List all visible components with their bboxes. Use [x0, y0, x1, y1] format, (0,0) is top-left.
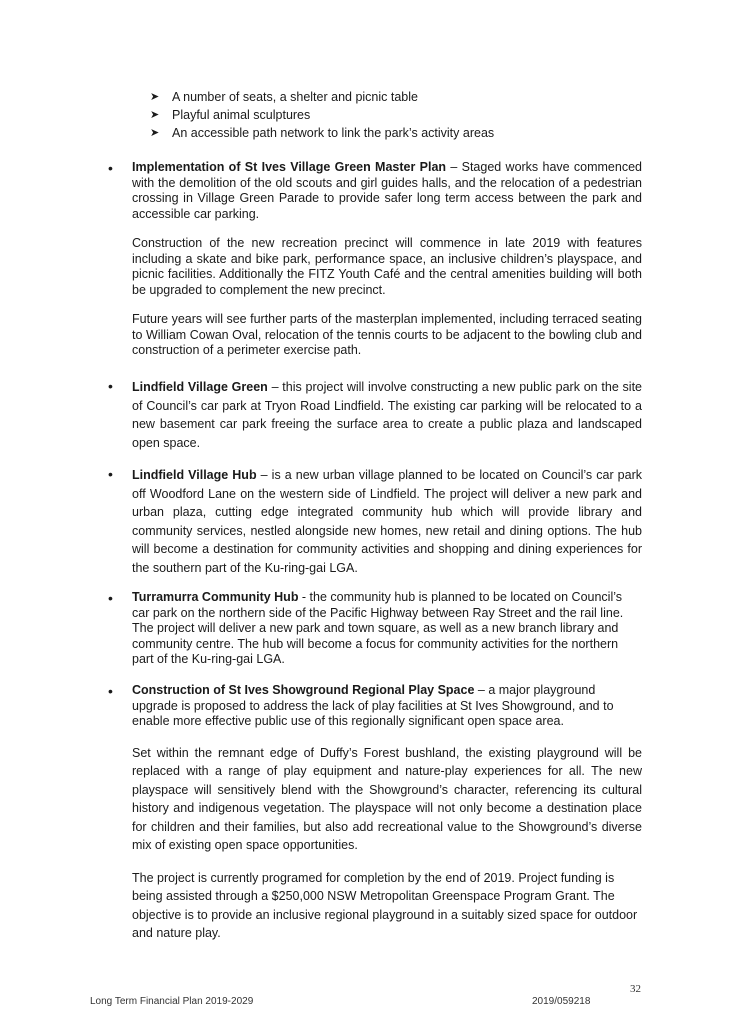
bullet-dot-icon: •	[108, 683, 113, 699]
footer-document-title: Long Term Financial Plan 2019-2029	[90, 996, 254, 1007]
bullet-dot-icon: •	[108, 590, 113, 606]
bullet-dot-icon: •	[108, 466, 113, 482]
paragraph: Lindfield Village Green – this project will involve constructing a new public park on the site of Council’s car park at Tryon Road Lindfield. The existing car parking will be relocated to a new basement car park freeing the surface area to create a public plaza and landscaped open space.	[132, 380, 642, 450]
bullet-dot-icon: •	[108, 378, 113, 394]
bullet-heading: Lindfield Village Green	[132, 380, 268, 394]
bullet-st-ives-showground-play-space	[108, 683, 642, 943]
arrow-bullet-icon: ➤	[150, 109, 160, 121]
paragraph: Future years will see further parts of the masterplan implemented, including terraced seating to William Cowan Oval, relocation of the tennis courts to be adjacent to the bowling club and construction of a perimeter exercise path.	[132, 312, 642, 357]
bullet-dot-icon: •	[108, 160, 113, 176]
paragraph: Construction of the new recreation precinct will commence in late 2019 with features including a skate and bike park, performance space, an inclusive children’s playspace, and picnic facilities. Additionally the FITZ Youth Café and the central amenities building will both be upgraded to complement the new precinct.	[132, 236, 642, 297]
paragraph: Construction of St Ives Showground Regional Play Space – a major playground upgrade is proposed to address the lack of play facilities at St Ives Showground, and to enable more effective public use of this regionally significant open space area.	[132, 683, 614, 728]
bullet-turramurra-community-hub	[108, 590, 642, 668]
sub-bullet-item: ➤ A number of seats, a shelter and picnic table	[150, 90, 418, 104]
sub-bullet-item: ➤ An accessible path network to link the park’s activity areas	[150, 126, 495, 140]
paragraph: Lindfield Village Hub – is a new urban village planned to be located on Council’s car park off Woodford Lane on the western side of Lindfield. The project will deliver a new park and urban plaza, cutting edge integrated community hub which will provide library and community services, nestled alongside new homes, new retail and dining options. The hub will become a destination for community activities and shopping and dining experiences for the southern part of the Ku-ring-gai LGA.	[132, 468, 642, 575]
bullet-heading: Implementation of St Ives Village Green Master Plan	[132, 160, 447, 174]
paragraph: Turramurra Community Hub - the community hub is planned to be located on Council’s car park on the northern side of the Pacific Highway between Ray Street and the rail line. The project will deliver a new park and town square, as well as a new branch library and community centre. The hub will become a focus for community activities for the northern part of the Ku-ring-gai LGA.	[132, 590, 624, 666]
bullet-heading: Turramurra Community Hub	[132, 590, 299, 604]
sub-bullet-list	[150, 88, 670, 142]
bullet-lindfield-village-hub	[108, 466, 642, 577]
page-number: 32	[630, 983, 641, 995]
footer-reference-number: 2019/059218	[532, 996, 591, 1007]
bullet-lindfield-village-green	[108, 378, 642, 452]
paragraph: The project is currently programed for completion by the end of 2019. Project funding is being assisted through a $250,000 NSW Metropolitan Greenspace Program Grant. The objective is to provide an inclusive regional playground in a suitably sized space for outdoor and nature play.	[132, 870, 638, 940]
paragraph: Set within the remnant edge of Duffy’s Forest bushland, the existing playground will be replaced with a range of play equipment and nature-play experiences for all. The new playspace will sensitively blend with the Showground’s character, referencing its cultural history and indigenous vegetation. The playspace will not only become a destination place for children and their families, but also add recreational value to the Showground’s diverse mix of existing open space opportunities.	[132, 745, 642, 852]
bullet-heading: Lindfield Village Hub	[132, 468, 257, 482]
sub-bullet-item: ➤ Playful animal sculptures	[150, 108, 311, 122]
bullet-heading: Construction of St Ives Showground Regional Play Space	[132, 683, 475, 697]
arrow-bullet-icon: ➤	[150, 91, 160, 103]
arrow-bullet-icon: ➤	[150, 127, 160, 139]
bullet-st-ives-village-green	[108, 160, 642, 359]
paragraph: Implementation of St Ives Village Green Master Plan – Staged works have commenced with the demolition of the old scouts and girl guides halls, and the relocation of a pedestrian crossing in Village Green Parade to provide safer long term access between the park and accessible car parking.	[132, 160, 642, 221]
